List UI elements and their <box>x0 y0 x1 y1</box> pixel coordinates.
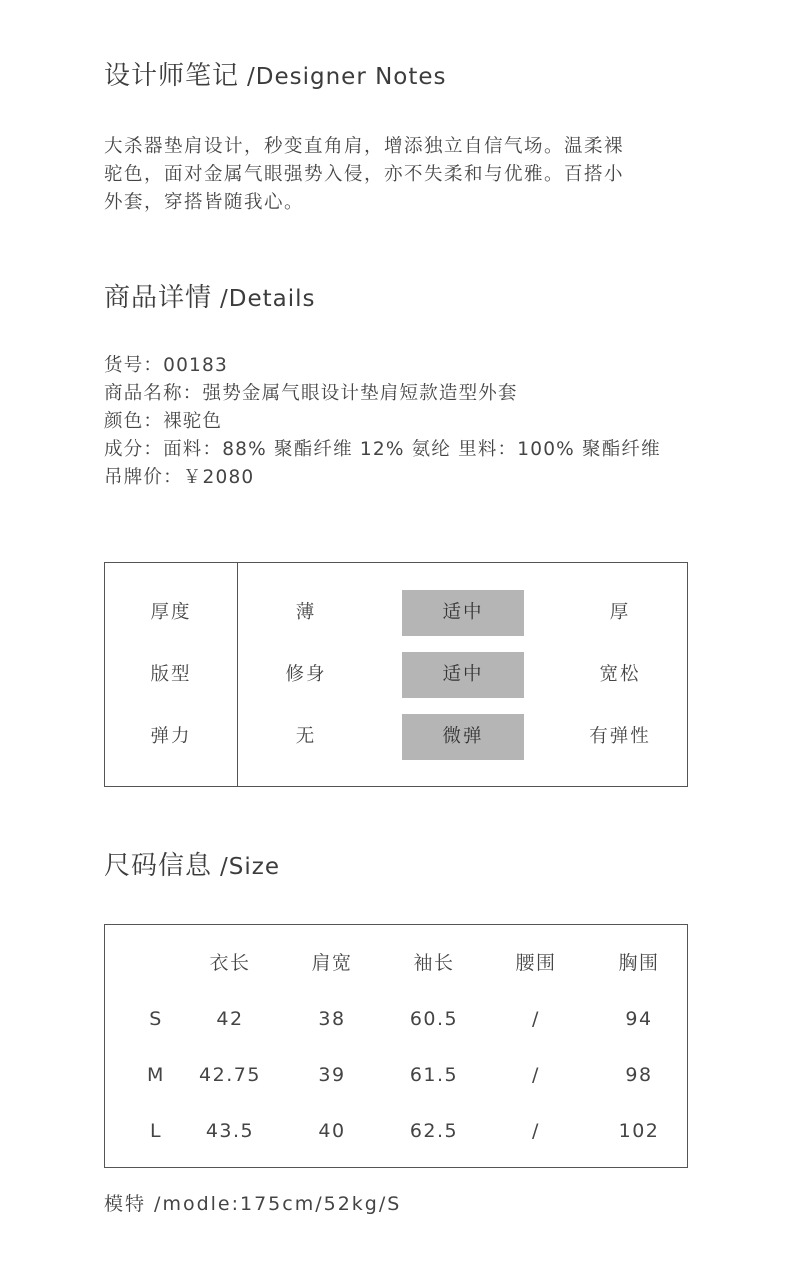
designer-notes-body <box>104 133 684 217</box>
size-cell: 61.5 <box>409 1064 459 1086</box>
size-cell: 98 <box>625 1064 653 1086</box>
size-cell: 43.5 <box>205 1120 255 1142</box>
attribute-option-selected: 适中 <box>402 590 524 636</box>
details-title-en: /Details <box>220 286 316 312</box>
size-cell: 40 <box>318 1120 346 1142</box>
size-cell: 38 <box>318 1008 346 1030</box>
attribute-option: 有弹性 <box>589 726 651 747</box>
details-title-cn: 商品详情 <box>104 283 213 313</box>
designer-notes-title <box>104 60 447 93</box>
attribute-option-selected: 适中 <box>402 652 524 698</box>
size-cell: 60.5 <box>409 1008 459 1030</box>
notes-line: 驼色，面对金属气眼强势入侵，亦不失柔和与优雅。百搭小 <box>104 164 625 185</box>
attribute-divider <box>237 563 238 786</box>
attribute-option: 修身 <box>285 664 327 685</box>
size-cell: 94 <box>625 1008 653 1030</box>
attribute-label-elasticity: 弹力 <box>150 726 192 747</box>
size-title <box>104 850 280 883</box>
notes-line: 外套，穿搭皆随我心。 <box>104 192 305 213</box>
size-cell: 42.75 <box>199 1064 261 1086</box>
details-title <box>104 282 316 315</box>
size-cell: 39 <box>318 1064 346 1086</box>
size-header-length: 衣长 <box>209 952 251 974</box>
size-row-label: L <box>149 1120 163 1142</box>
size-header-sleeve: 袖长 <box>413 952 455 974</box>
size-row-label: M <box>147 1064 165 1086</box>
size-table <box>104 924 688 1168</box>
detail-item-price: 吊牌价：￥2080 <box>104 467 255 488</box>
size-cell: / <box>532 1008 540 1030</box>
attribute-option-selected: 微弹 <box>402 714 524 760</box>
size-title-en: /Size <box>220 854 280 880</box>
attribute-table <box>104 562 688 787</box>
notes-line: 大杀器垫肩设计，秒变直角肩，增添独立自信气场。温柔裸 <box>104 136 625 157</box>
attribute-label-fit: 版型 <box>150 664 192 685</box>
designer-notes-title-cn: 设计师笔记 <box>104 61 240 91</box>
details-list <box>104 352 661 492</box>
size-title-cn: 尺码信息 <box>104 851 213 881</box>
attribute-option: 无 <box>295 726 317 747</box>
size-header-waist: 腰围 <box>515 952 557 974</box>
attribute-option: 厚 <box>609 602 631 623</box>
size-cell: 102 <box>618 1120 660 1142</box>
attribute-option: 薄 <box>295 602 317 623</box>
size-header-shoulder: 肩宽 <box>311 952 353 974</box>
size-cell: 42 <box>216 1008 244 1030</box>
detail-item-number: 货号：00183 <box>104 355 228 376</box>
size-cell: 62.5 <box>409 1120 459 1142</box>
size-cell: / <box>532 1064 540 1086</box>
detail-item-composition: 成分：面料：88% 聚酯纤维 12% 氨纶 里料：100% 聚酯纤维 <box>104 439 661 460</box>
designer-notes-title-en: /Designer Notes <box>247 64 447 90</box>
detail-item-name: 商品名称：强势金属气眼设计垫肩短款造型外套 <box>104 383 518 404</box>
attribute-option: 宽松 <box>599 664 641 685</box>
detail-item-color: 颜色：裸驼色 <box>104 411 223 432</box>
size-row-label: S <box>149 1008 163 1030</box>
size-cell: / <box>532 1120 540 1142</box>
attribute-label-thickness: 厚度 <box>150 602 192 623</box>
size-header-chest: 胸围 <box>618 952 660 974</box>
model-note: 模特 /modle:175cm/52kg/S <box>104 1193 402 1215</box>
